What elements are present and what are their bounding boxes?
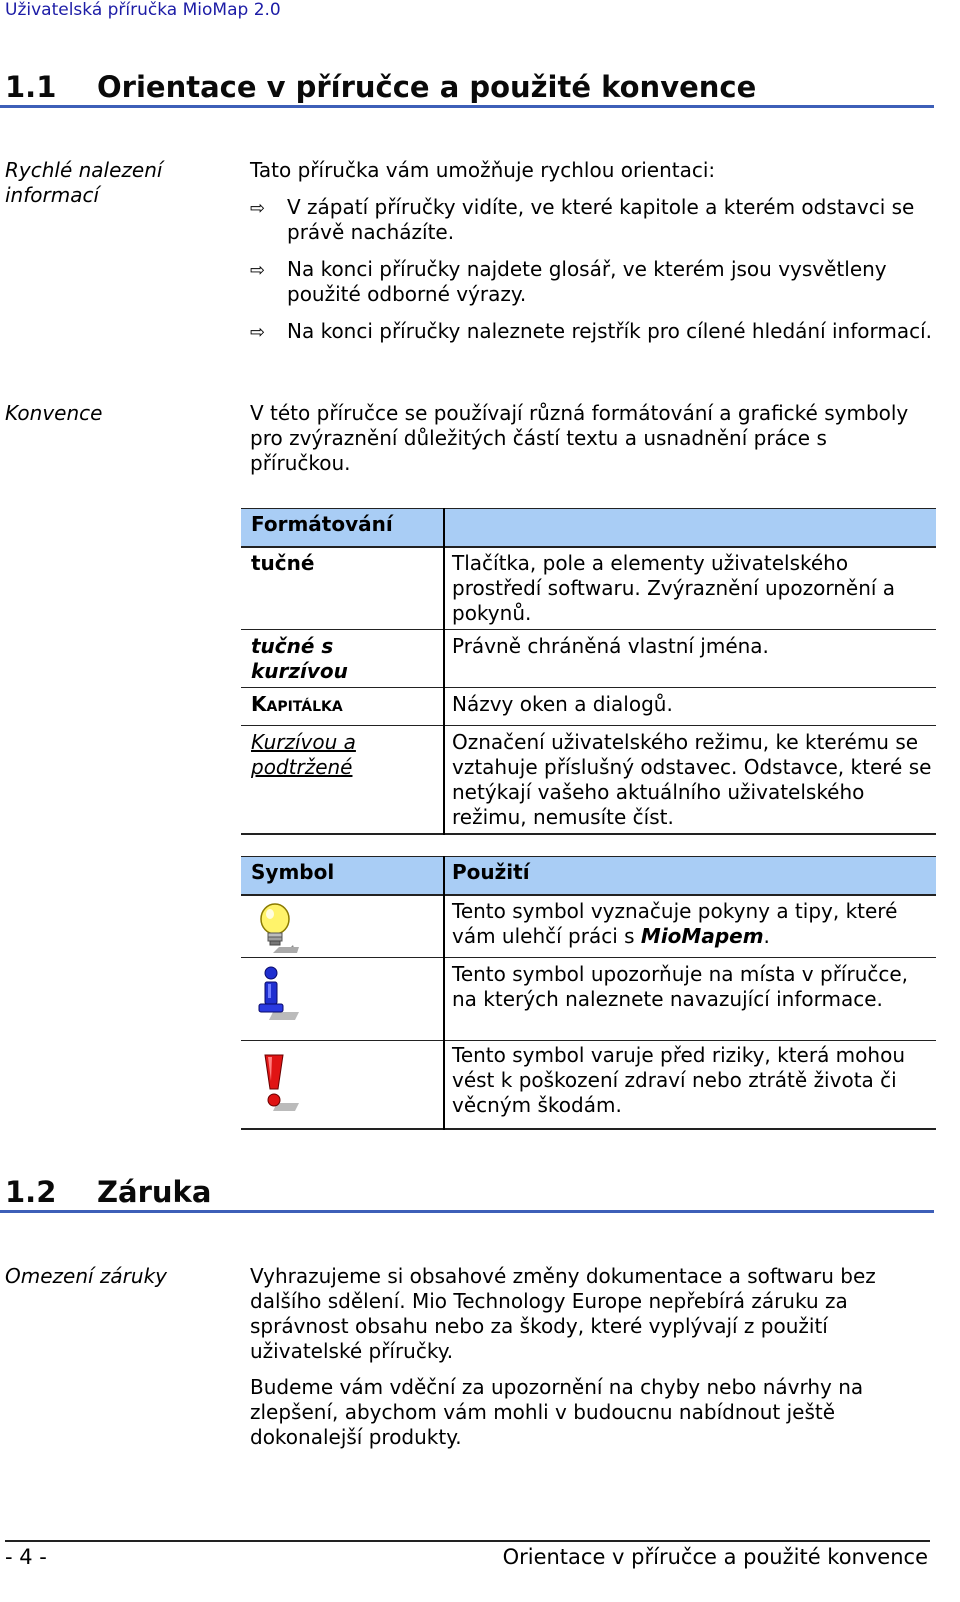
table-line (241, 856, 936, 857)
section-number: 1.2 (5, 1175, 57, 1209)
page-number: - 4 - (5, 1545, 47, 1569)
term-description: Právně chráněná vlastní jména. (452, 634, 769, 658)
section-title: Záruka (97, 1175, 212, 1209)
table-row (241, 958, 936, 1040)
term-description: Označení uživatelského režimu, ke kterému se vztahuje příslušný odstavec. Odstavce, které se netýkají vašeho aktuálního uživatelského režimu, nemusíte číst. (452, 730, 932, 829)
footer-rule (5, 1540, 930, 1542)
bullet-text: Na konci příručky najdete glosář, ve kterém jsou vysvětleny použité odborné výrazy. (287, 257, 887, 306)
term-small-caps: Kapitálka (251, 692, 343, 716)
table-row (241, 547, 936, 629)
side-label-quick-find: Rychlé nalezení informací (5, 158, 163, 207)
table-row (241, 1041, 936, 1129)
konvence-text: V této příručce se používají různá formátování a grafické symboly pro zvýraznění důležitých částí textu a usnadnění práce s příručkou. (250, 401, 909, 475)
table-row (241, 726, 936, 834)
section-heading-1-2 (5, 1175, 211, 1209)
term-italic-underlined: Kurzívou a podtržené (251, 730, 356, 779)
heading-rule (0, 1210, 934, 1213)
term-description: Tlačítka, pole a elementy uživatelského prostředí softwaru. Zvýraznění upozornění a pokynů. (452, 551, 896, 625)
lightbulb-icon (253, 901, 301, 959)
table-line (241, 1128, 936, 1130)
right-arrow-outline-icon: ⇨ (250, 322, 266, 343)
section-heading-1-1 (5, 70, 756, 104)
heading-rule (0, 105, 934, 108)
term-description: Názvy oken a dialogů. (452, 692, 673, 716)
symbol-table (241, 856, 936, 1130)
symbol-description: Tento symbol upozorňuje na místa v příručce, na kterých naleznete navazující informace. (452, 962, 909, 1011)
info-person-icon (253, 966, 301, 1026)
right-arrow-outline-icon: ⇨ (250, 260, 266, 281)
symbol-description: Tento symbol vyznačuje pokyny a tipy, které vám ulehčí práci s MioMapem. (452, 899, 898, 948)
column-divider (443, 856, 445, 1130)
term-bold: tučné (251, 551, 315, 575)
column-divider (443, 508, 445, 835)
intro-text: Tato příručka vám umožňuje rychlou orientaci: (250, 158, 716, 182)
bullet-text: V zápatí příručky vidíte, ve které kapitole a kterém odstavci se právě nacházíte. (287, 195, 915, 244)
section-title: Orientace v příručce a použité konvence (97, 70, 757, 104)
running-header: Uživatelská příručka MioMap 2.0 (5, 0, 281, 20)
formatting-table (241, 508, 936, 835)
bullet-text: Na konci příručky naleznete rejstřík pro cílené hledání informací. (287, 319, 933, 343)
warranty-paragraph-1: Vyhrazujeme si obsahové změny dokumentace a softwaru bez dalšího sdělení. Mio Technology Europe nepřebírá záruku za správnost obsahu nebo za škody, které vyplývají z použití uživatelské příručky. (250, 1264, 876, 1363)
table-header-row (241, 856, 936, 894)
side-label-omezeni-zaruky: Omezení záruky (5, 1264, 167, 1288)
bullet-item (250, 257, 940, 307)
term-bold-italic: tučné s kurzívou (251, 634, 348, 683)
right-arrow-outline-icon: ⇨ (250, 198, 266, 219)
exclamation-icon (255, 1051, 303, 1117)
table-line (241, 508, 936, 509)
table-header-row (241, 508, 936, 546)
product-name: MioMapem (640, 924, 764, 948)
bullet-item (250, 195, 940, 245)
warranty-paragraph-2: Budeme vám vděční za upozornění na chyby nebo návrhy na zlepšení, abychom vám mohli v budoucnu nabídnout ještě dokonalejší produkty. (250, 1375, 864, 1449)
table-header-symbol: Symbol (251, 860, 335, 884)
table-line (241, 833, 936, 835)
table-row (241, 630, 936, 687)
symbol-description: Tento symbol varuje před riziky, která mohou vést k poškození zdraví nebo ztrátě života či věcným škodám. (452, 1043, 905, 1117)
table-row (241, 688, 936, 725)
table-header-formatovani: Formátování (251, 512, 393, 536)
footer-chapter-title: Orientace v příručce a použité konvence (502, 1545, 928, 1569)
table-header-pouziti: Použití (452, 860, 530, 884)
side-label-konvence: Konvence (5, 401, 103, 425)
table-row (241, 895, 936, 957)
bullet-item (250, 319, 940, 344)
section-number: 1.1 (5, 70, 57, 104)
